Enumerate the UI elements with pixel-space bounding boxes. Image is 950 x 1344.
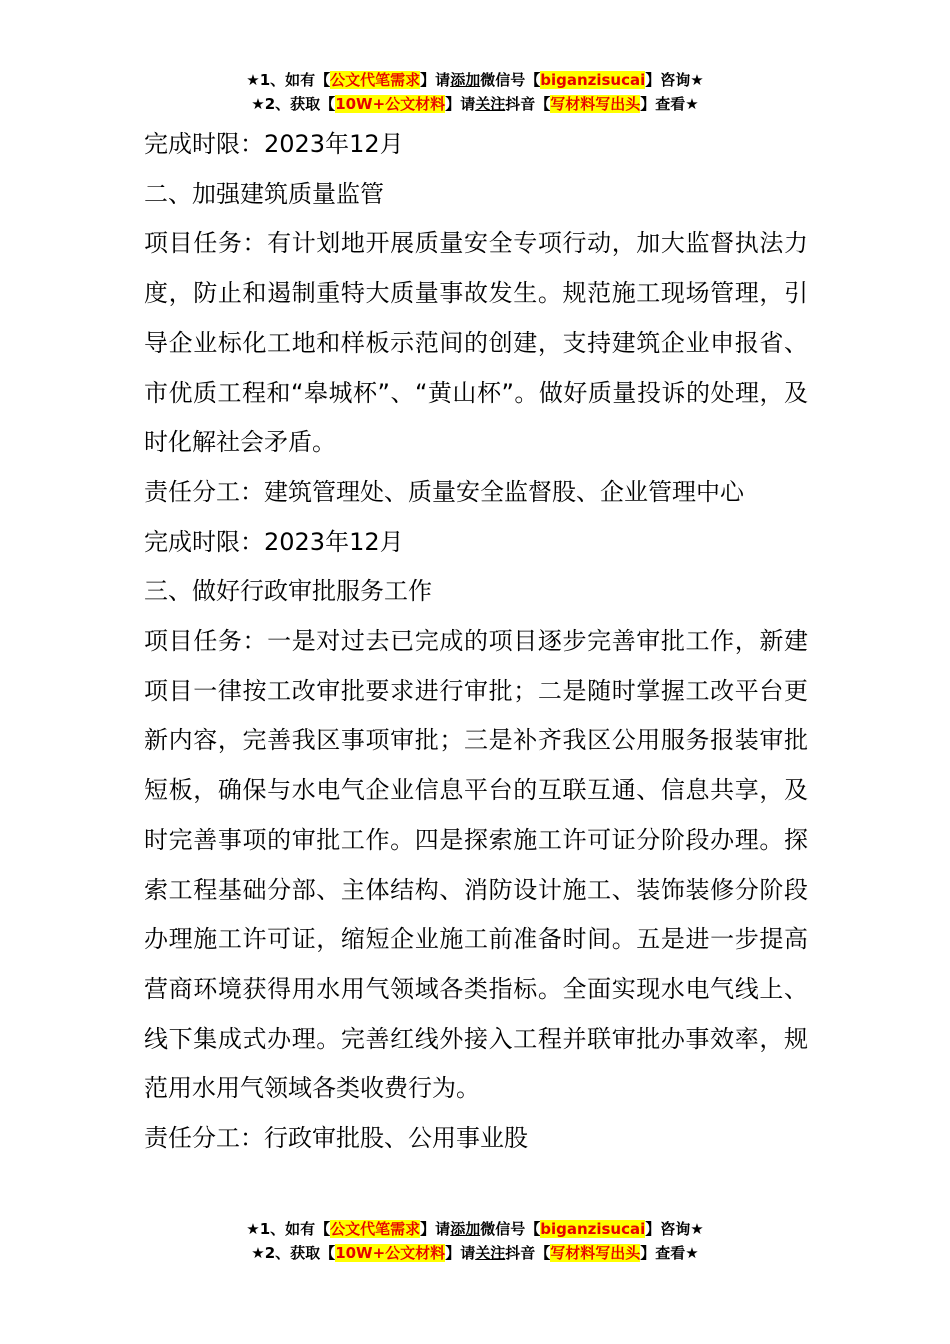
promo-text: 】请 [445, 1244, 476, 1262]
promo-text: ★2、获取【 [251, 95, 336, 113]
promo-text: 】咨询★ [645, 1220, 704, 1238]
responsibility-line: 责任分工：建筑管理处、质量安全监督股、企业管理中心 [144, 477, 744, 506]
promo-text: 】查看★ [640, 1244, 699, 1262]
promo-text: 】请 [420, 1220, 451, 1238]
promo-text: 】请 [445, 95, 476, 113]
project-task-paragraph: 项目任务：一是对过去已完成的项目逐步完善审批工作，新建项目一律按工改审批要求进行审批；二是随时掌握工改平台更新内容，完善我区事项审批；三是补齐我区公用服务报装审批短板，确保与水电气企业信息平台的互联互通、信息共享，及时完善事项的审批工作。四是探索施工许可证分阶段办理。探索工程基础分部、主体结构、消防设计施工、装饰装修分阶段办理施工许可证，缩短企业施工前准备时间。五是进一步提高营商环境获得用水用气领域各类指标。全面实现水电气线上、线下集成式办理。完善红线外接入工程并联审批办事效率，规范用水用气领域各类收费行为。 [144, 627, 808, 1103]
promo-underline: 关注 [475, 1244, 506, 1262]
promo-underline: 关注 [475, 95, 506, 113]
promo-line-2 [0, 92, 950, 116]
promo-text: ★2、获取【 [251, 1244, 336, 1262]
document-body [144, 120, 808, 1164]
section-heading-3: 三、做好行政审批服务工作 [144, 577, 432, 606]
deadline-line: 完成时限：2023年12月 [144, 527, 404, 556]
promo-highlight: 10W+公文材料 [335, 1244, 446, 1262]
promo-text: 】请 [420, 71, 451, 89]
promo-text: 】咨询★ [645, 71, 704, 89]
promo-wechat-id: biganzisucai [540, 1220, 646, 1238]
promo-text: ★1、如有【 [246, 1220, 331, 1238]
promo-underline: 添加 [450, 1220, 481, 1238]
promo-text: 】查看★ [640, 95, 699, 113]
promo-line-1 [0, 1217, 950, 1241]
deadline-line: 完成时限：2023年12月 [144, 130, 404, 158]
promo-douyin-id: 写材料写出头 [550, 1244, 641, 1262]
promo-text: 抖音【 [505, 95, 551, 113]
responsibility-line: 责任分工：行政审批股、公用事业股 [144, 1124, 528, 1153]
promo-douyin-id: 写材料写出头 [550, 95, 641, 113]
promo-underline: 添加 [450, 71, 481, 89]
promo-text: 微信号【 [480, 1220, 541, 1238]
project-task-paragraph: 项目任务：有计划地开展质量安全专项行动，加大监督执法力度，防止和遏制重特大质量事故发生。规范施工现场管理，引导企业标化工地和样板示范间的创建，支持建筑企业申报省、市优质工程和“皋城杯”、“黄山杯”。做好质量投诉的处理，及时化解社会矛盾。 [144, 229, 808, 457]
promo-line-2 [0, 1241, 950, 1265]
promo-text: 抖音【 [505, 1244, 551, 1262]
promo-highlight: 10W+公文材料 [335, 95, 446, 113]
promo-highlight: 公文代笔需求 [330, 71, 421, 89]
promo-banner-top [0, 68, 950, 116]
promo-highlight: 公文代笔需求 [330, 1220, 421, 1238]
promo-text: 微信号【 [480, 71, 541, 89]
section-heading-2: 二、加强建筑质量监管 [144, 179, 384, 208]
promo-wechat-id: biganzisucai [540, 71, 646, 89]
promo-text: ★1、如有【 [246, 71, 331, 89]
promo-banner-bottom [0, 1217, 950, 1265]
promo-line-1 [0, 68, 950, 92]
